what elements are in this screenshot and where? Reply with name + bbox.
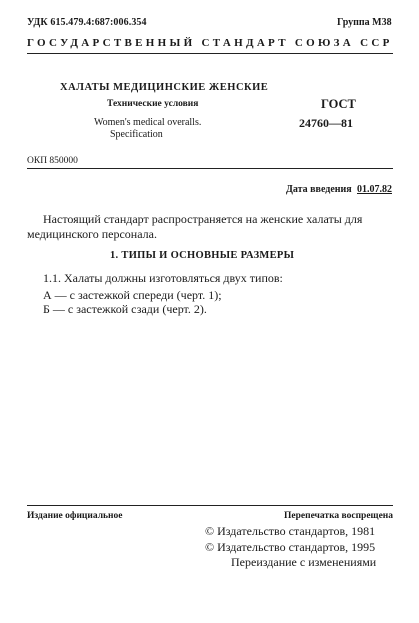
header-divider [27, 53, 393, 54]
scope-paragraph-line2: медицинского персонала. [27, 227, 157, 241]
type-b-item: Б — с застежкой сзади (черт. 2). [43, 302, 207, 316]
gost-label: ГОСТ [321, 97, 356, 111]
udk-code: УДК 615.479.4:687:006.354 [27, 17, 147, 28]
introduction-date-label: Дата введения [286, 184, 352, 195]
group-code: Группа М38 [337, 17, 392, 28]
okp-divider [27, 168, 393, 169]
clause-1-1: 1.1. Халаты должны изготовляться двух типов: [43, 271, 283, 285]
okp-code: ОКП 850000 [27, 156, 78, 166]
publisher-copyright-1981: © Издательство стандартов, 1981 [205, 524, 376, 538]
state-standard-heading: ГОСУДАРСТВЕННЫЙ СТАНДАРТ СОЮЗА ССР [27, 37, 393, 49]
footer-divider [27, 505, 393, 506]
english-title-line1: Women's medical overalls. [94, 117, 202, 128]
reissue-note: Переиздание с изменениями [231, 555, 377, 569]
document-subtitle: Технические условия [107, 99, 199, 109]
publisher-copyright-1995: © Издательство стандартов, 1995 [205, 540, 376, 554]
official-edition-label: Издание официальное [27, 511, 123, 521]
gost-number: 24760—81 [299, 116, 353, 130]
document-title: ХАЛАТЫ МЕДИЦИНСКИЕ ЖЕНСКИЕ [60, 82, 269, 93]
scope-paragraph-line1: Настоящий стандарт распространяется на женские халаты для [43, 212, 363, 226]
type-a-item: А — с застежкой спереди (черт. 1); [43, 288, 222, 302]
introduction-date: 01.07.82 [357, 184, 392, 195]
reprint-prohibited-label: Перепечатка воспрещена [284, 511, 394, 521]
english-title-line2: Specification [110, 129, 163, 140]
section-title: 1. ТИПЫ И ОСНОВНЫЕ РАЗМЕРЫ [110, 250, 295, 261]
